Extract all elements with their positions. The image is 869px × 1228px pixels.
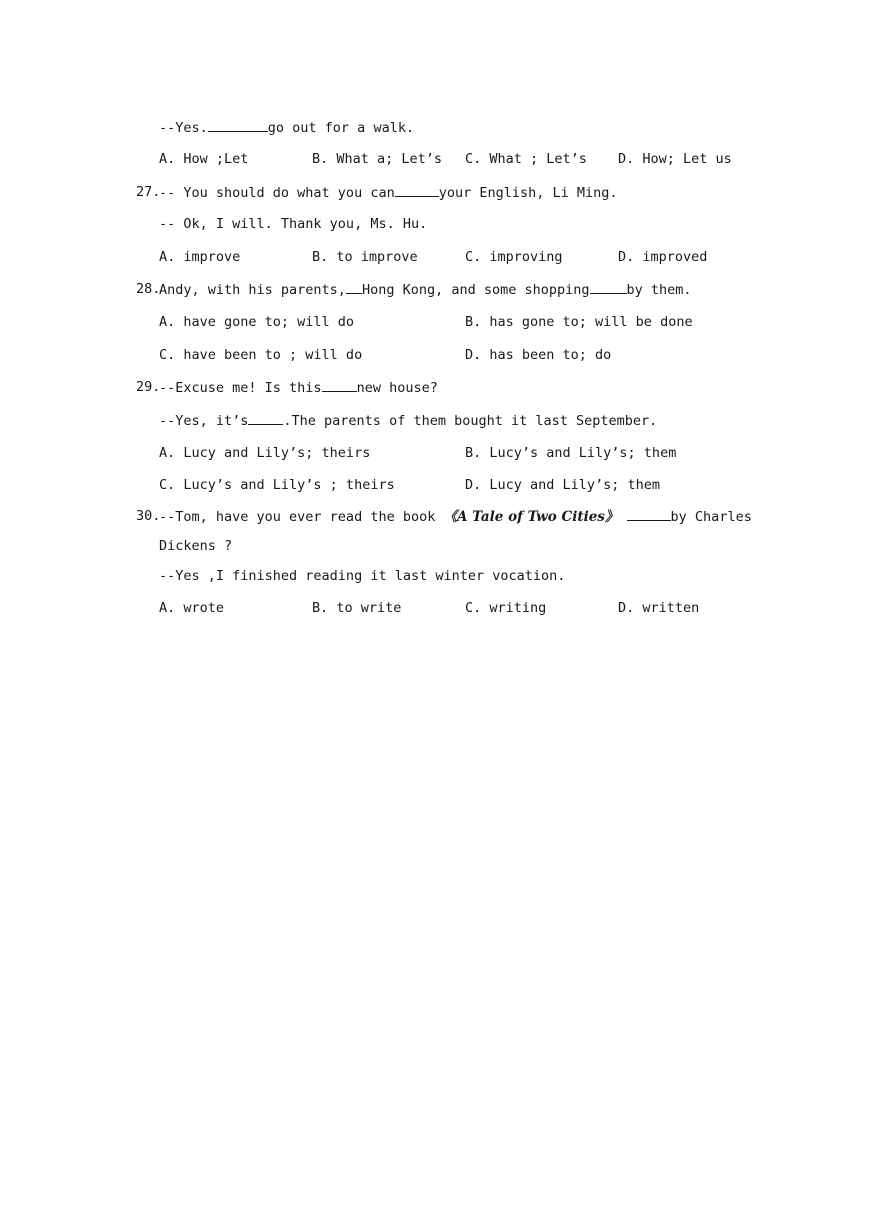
q26-reply-pre: --Yes. — [159, 120, 208, 136]
q26-reply — [159, 118, 414, 137]
q29-reply-pre: --Yes, it’s — [159, 413, 249, 429]
answer-blank — [346, 280, 362, 294]
q27-number: 27. — [136, 184, 161, 200]
q29-text-post: new house? — [356, 380, 438, 396]
q30-text-pre: --Tom, have you ever read the book — [159, 509, 444, 525]
q28-text-b: Hong Kong, and some shopping — [361, 282, 590, 298]
q30-question — [159, 507, 752, 526]
q27-text-pre: -- You should do what you can — [159, 185, 395, 201]
answer-blank — [590, 280, 627, 294]
q28-text-a: Andy, with his parents, — [159, 282, 346, 298]
q29-reply — [159, 411, 657, 430]
q27-option-a: A. improve — [159, 249, 241, 265]
q30-question-cont: Dickens ? — [159, 538, 233, 554]
q29-reply-post: .The parents of them bought it last September. — [283, 413, 658, 429]
q28-number: 28. — [136, 281, 161, 297]
q26-option-b: B. What a; Let’s — [312, 151, 443, 167]
q30-option-a: A. wrote — [159, 600, 225, 616]
q26-reply-post: go out for a walk. — [267, 120, 415, 136]
q28-question — [159, 280, 692, 299]
q28-option-d: D. has been to; do — [465, 347, 612, 363]
q27-text-post: your English, Li Ming. — [438, 185, 618, 201]
answer-blank — [322, 378, 357, 392]
answer-blank — [248, 411, 283, 425]
q28-option-a: A. have gone to; will do — [159, 314, 355, 330]
q30-option-c: C. writing — [465, 600, 547, 616]
q30-book-title: 《A Tale of Two Cities》 — [443, 509, 619, 525]
q28-option-b: B. has gone to; will be done — [465, 314, 693, 330]
q27-option-d: D. improved — [618, 249, 708, 265]
q29-option-a: A. Lucy and Lily’s; theirs — [159, 445, 371, 461]
q28-text-c: by them. — [626, 282, 692, 298]
q26-option-d: D. How; Let us — [618, 151, 732, 167]
answer-blank — [208, 118, 268, 132]
q26-option-c: C. What ; Let’s — [465, 151, 587, 167]
q27-question — [159, 183, 618, 202]
q29-option-b: B. Lucy’s and Lily’s; them — [465, 445, 677, 461]
q30-reply: --Yes ,I finished reading it last winter vocation. — [159, 568, 566, 584]
q29-option-d: D. Lucy and Lily’s; them — [465, 477, 661, 493]
q29-option-c: C. Lucy’s and Lily’s ; theirs — [159, 477, 395, 493]
q27-option-c: C. improving — [465, 249, 563, 265]
q30-option-b: B. to write — [312, 600, 402, 616]
q27-option-b: B. to improve — [312, 249, 418, 265]
answer-blank — [627, 507, 671, 521]
q27-reply: -- Ok, I will. Thank you, Ms. Hu. — [159, 216, 428, 232]
q29-text-pre: --Excuse me! Is this — [159, 380, 322, 396]
q28-option-c: C. have been to ; will do — [159, 347, 363, 363]
q26-option-a: A. How ;Let — [159, 151, 249, 167]
q29-question — [159, 378, 438, 397]
answer-blank — [395, 183, 439, 197]
q30-option-d: D. written — [618, 600, 700, 616]
q29-number: 29. — [136, 379, 161, 395]
q30-number: 30. — [136, 508, 161, 524]
q30-text-post: by Charles — [670, 509, 752, 525]
